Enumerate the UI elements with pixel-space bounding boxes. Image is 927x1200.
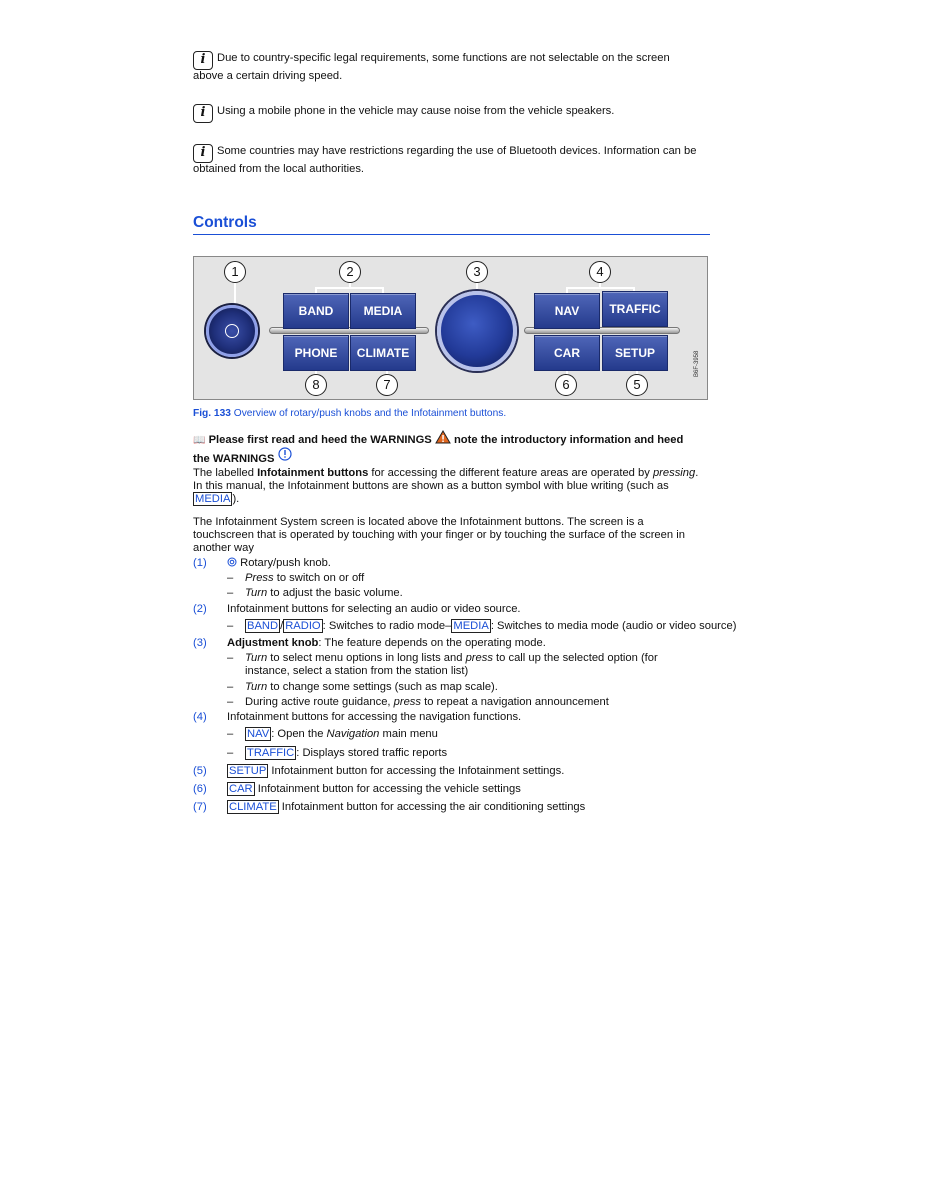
band-button-symbol: BAND xyxy=(247,620,279,632)
sub-text xyxy=(245,747,447,760)
power-knob[interactable] xyxy=(206,305,258,357)
callout-2: 2 xyxy=(339,261,361,283)
setup-button-symbol: SETUP xyxy=(229,765,267,777)
text: Rotary/push knob. xyxy=(240,557,331,569)
climate-button[interactable]: CLIMATE xyxy=(350,335,416,371)
text: In this manual, the Infotainment buttons are shown as a button symbol with blue writing (such as xyxy=(193,480,669,492)
item-number: (7) xyxy=(193,801,207,813)
note-text: Due to country-specific legal requirements, some functions are not selectable on the screen xyxy=(217,52,670,64)
text: Infotainment button for accessing the air conditioning settings xyxy=(278,801,586,813)
text: to repeat a navigation announcement xyxy=(421,696,609,708)
text-italic: Press xyxy=(245,572,274,584)
note-text: obtained from the local authorities. xyxy=(193,163,365,175)
media-button[interactable]: MEDIA xyxy=(350,293,416,329)
warning-text: Please first read and heed the WARNINGS xyxy=(208,434,432,446)
item-text xyxy=(227,765,564,778)
media-button-symbol: MEDIA xyxy=(195,493,231,505)
text-italic: press xyxy=(393,696,421,708)
info-icon: i xyxy=(193,144,213,163)
info-icon: i xyxy=(193,104,213,123)
note-text: Using a mobile phone in the vehicle may cause noise from the vehicle speakers. xyxy=(217,105,615,117)
nav-button[interactable]: NAV xyxy=(534,293,600,329)
traffic-button-symbol: TRAFFIC xyxy=(247,747,295,759)
text: The Infotainment System screen is located above the Infotainment buttons. The screen is a xyxy=(193,516,644,528)
text: Infotainment button for accessing the vehicle settings xyxy=(254,783,521,795)
phone-button[interactable]: PHONE xyxy=(283,335,349,371)
dash: – xyxy=(227,728,234,740)
band-button[interactable]: BAND xyxy=(283,293,349,329)
text: : Open the xyxy=(271,728,327,740)
nav-button-symbol: NAV xyxy=(247,728,270,740)
dash: – xyxy=(227,587,234,599)
text: : The feature depends on the operating mode. xyxy=(318,637,546,649)
text: main menu xyxy=(379,728,438,740)
figure-caption-text: Overview of rotary/push knobs and the Infotainment buttons. xyxy=(233,408,507,419)
item-number: (3) xyxy=(193,637,207,649)
power-icon xyxy=(227,557,237,567)
climate-button-symbol: CLIMATE xyxy=(229,801,277,813)
item-text xyxy=(227,637,546,650)
figure-code: B6F-3958 xyxy=(693,350,700,377)
item-number: (1) xyxy=(193,557,207,569)
item-number: (6) xyxy=(193,783,207,795)
text: instance, select a station from the station list) xyxy=(245,665,469,677)
text: to change some settings (such as map scale). xyxy=(267,681,498,693)
callout-6: 6 xyxy=(555,374,577,396)
text-italic: pressing xyxy=(652,467,696,479)
text: : Displays stored traffic reports xyxy=(296,747,448,759)
info-note xyxy=(193,104,713,123)
callout-3: 3 xyxy=(466,261,488,283)
item-text: Infotainment buttons for selecting an audio or video source. xyxy=(227,603,521,615)
figure-caption xyxy=(193,407,506,420)
media-button-symbol: MEDIA xyxy=(453,620,489,632)
text: . xyxy=(695,467,699,479)
sub-text xyxy=(245,652,658,678)
callout-7: 7 xyxy=(376,374,398,396)
sub-text xyxy=(245,572,364,585)
warning-triangle-icon xyxy=(435,430,451,444)
power-icon xyxy=(225,324,239,338)
callout-5: 5 xyxy=(626,374,648,396)
controls-figure xyxy=(193,256,708,400)
text: ). xyxy=(232,493,240,505)
book-icon: 📖 xyxy=(193,435,206,446)
text-italic: Turn xyxy=(245,681,268,693)
item-text: Infotainment buttons for accessing the navigation functions. xyxy=(227,711,522,723)
text: : Switches to radio mode– xyxy=(322,620,452,632)
text: Infotainment button for accessing the Infotainment settings. xyxy=(268,765,565,777)
callout-8: 8 xyxy=(305,374,327,396)
text: During active route guidance, xyxy=(245,696,394,708)
text-italic: Turn xyxy=(245,652,268,664)
sub-text xyxy=(245,696,609,709)
notice-icon xyxy=(278,447,292,461)
adjustment-knob[interactable] xyxy=(437,291,517,371)
dash: – xyxy=(227,696,234,708)
radio-button-symbol: RADIO xyxy=(285,620,321,632)
dash: – xyxy=(227,747,234,759)
text-italic: Navigation xyxy=(326,728,380,740)
info-note xyxy=(193,144,713,176)
callout-4: 4 xyxy=(589,261,611,283)
item-text xyxy=(227,783,521,796)
paragraph-screen xyxy=(193,516,723,555)
section-title: Controls xyxy=(193,214,710,235)
text-bold: Adjustment knob xyxy=(227,637,319,649)
warning-text: note the introductory information and heed xyxy=(453,434,684,446)
text: to switch on or off xyxy=(273,572,365,584)
sub-text xyxy=(245,728,438,741)
item-text xyxy=(227,557,331,570)
car-button-symbol: CAR xyxy=(229,783,253,795)
item-text xyxy=(227,801,585,814)
warning-text: the WARNINGS xyxy=(193,453,275,465)
text: : Switches to media mode (audio or video source) xyxy=(490,620,737,632)
sub-text xyxy=(245,587,403,600)
sub-text xyxy=(245,681,498,694)
text: to select menu options in long lists and xyxy=(267,652,466,664)
dash: – xyxy=(227,652,234,664)
figure-number: Fig. 133 xyxy=(193,408,231,419)
text-italic: Turn xyxy=(245,587,268,599)
info-note xyxy=(193,51,713,83)
text-bold: Infotainment buttons xyxy=(257,467,369,479)
dash: – xyxy=(227,681,234,693)
dash: – xyxy=(227,620,234,632)
dash: – xyxy=(227,572,234,584)
text-italic: press xyxy=(465,652,493,664)
paragraph-buttons xyxy=(193,467,723,506)
item-number: (5) xyxy=(193,765,207,777)
text: to call up the selected option (for xyxy=(492,652,658,664)
text: to adjust the basic volume. xyxy=(267,587,403,599)
sub-text: BAND / RADIO : Switches to radio mode– MEDIA : Switches to media mode (audio or video source) xyxy=(247,620,737,632)
note-text: Some countries may have restrictions regarding the use of Bluetooth devices. Information can be xyxy=(217,145,697,157)
text: for accessing the different feature areas are operated by xyxy=(368,467,653,479)
callout-1: 1 xyxy=(224,261,246,283)
car-button[interactable]: CAR xyxy=(534,335,600,371)
setup-button[interactable]: SETUP xyxy=(602,335,668,371)
text: another way xyxy=(193,542,254,554)
text: touchscreen that is operated by touching with your finger or by touching the surface of the screen in xyxy=(193,529,685,541)
item-number: (2) xyxy=(193,603,207,615)
info-icon: i xyxy=(193,51,213,70)
note-text: above a certain driving speed. xyxy=(193,70,343,82)
text: The labelled xyxy=(193,467,258,479)
item-number: (4) xyxy=(193,711,207,723)
warning-block xyxy=(193,430,723,466)
traffic-button[interactable]: TRAFFIC xyxy=(602,291,668,327)
